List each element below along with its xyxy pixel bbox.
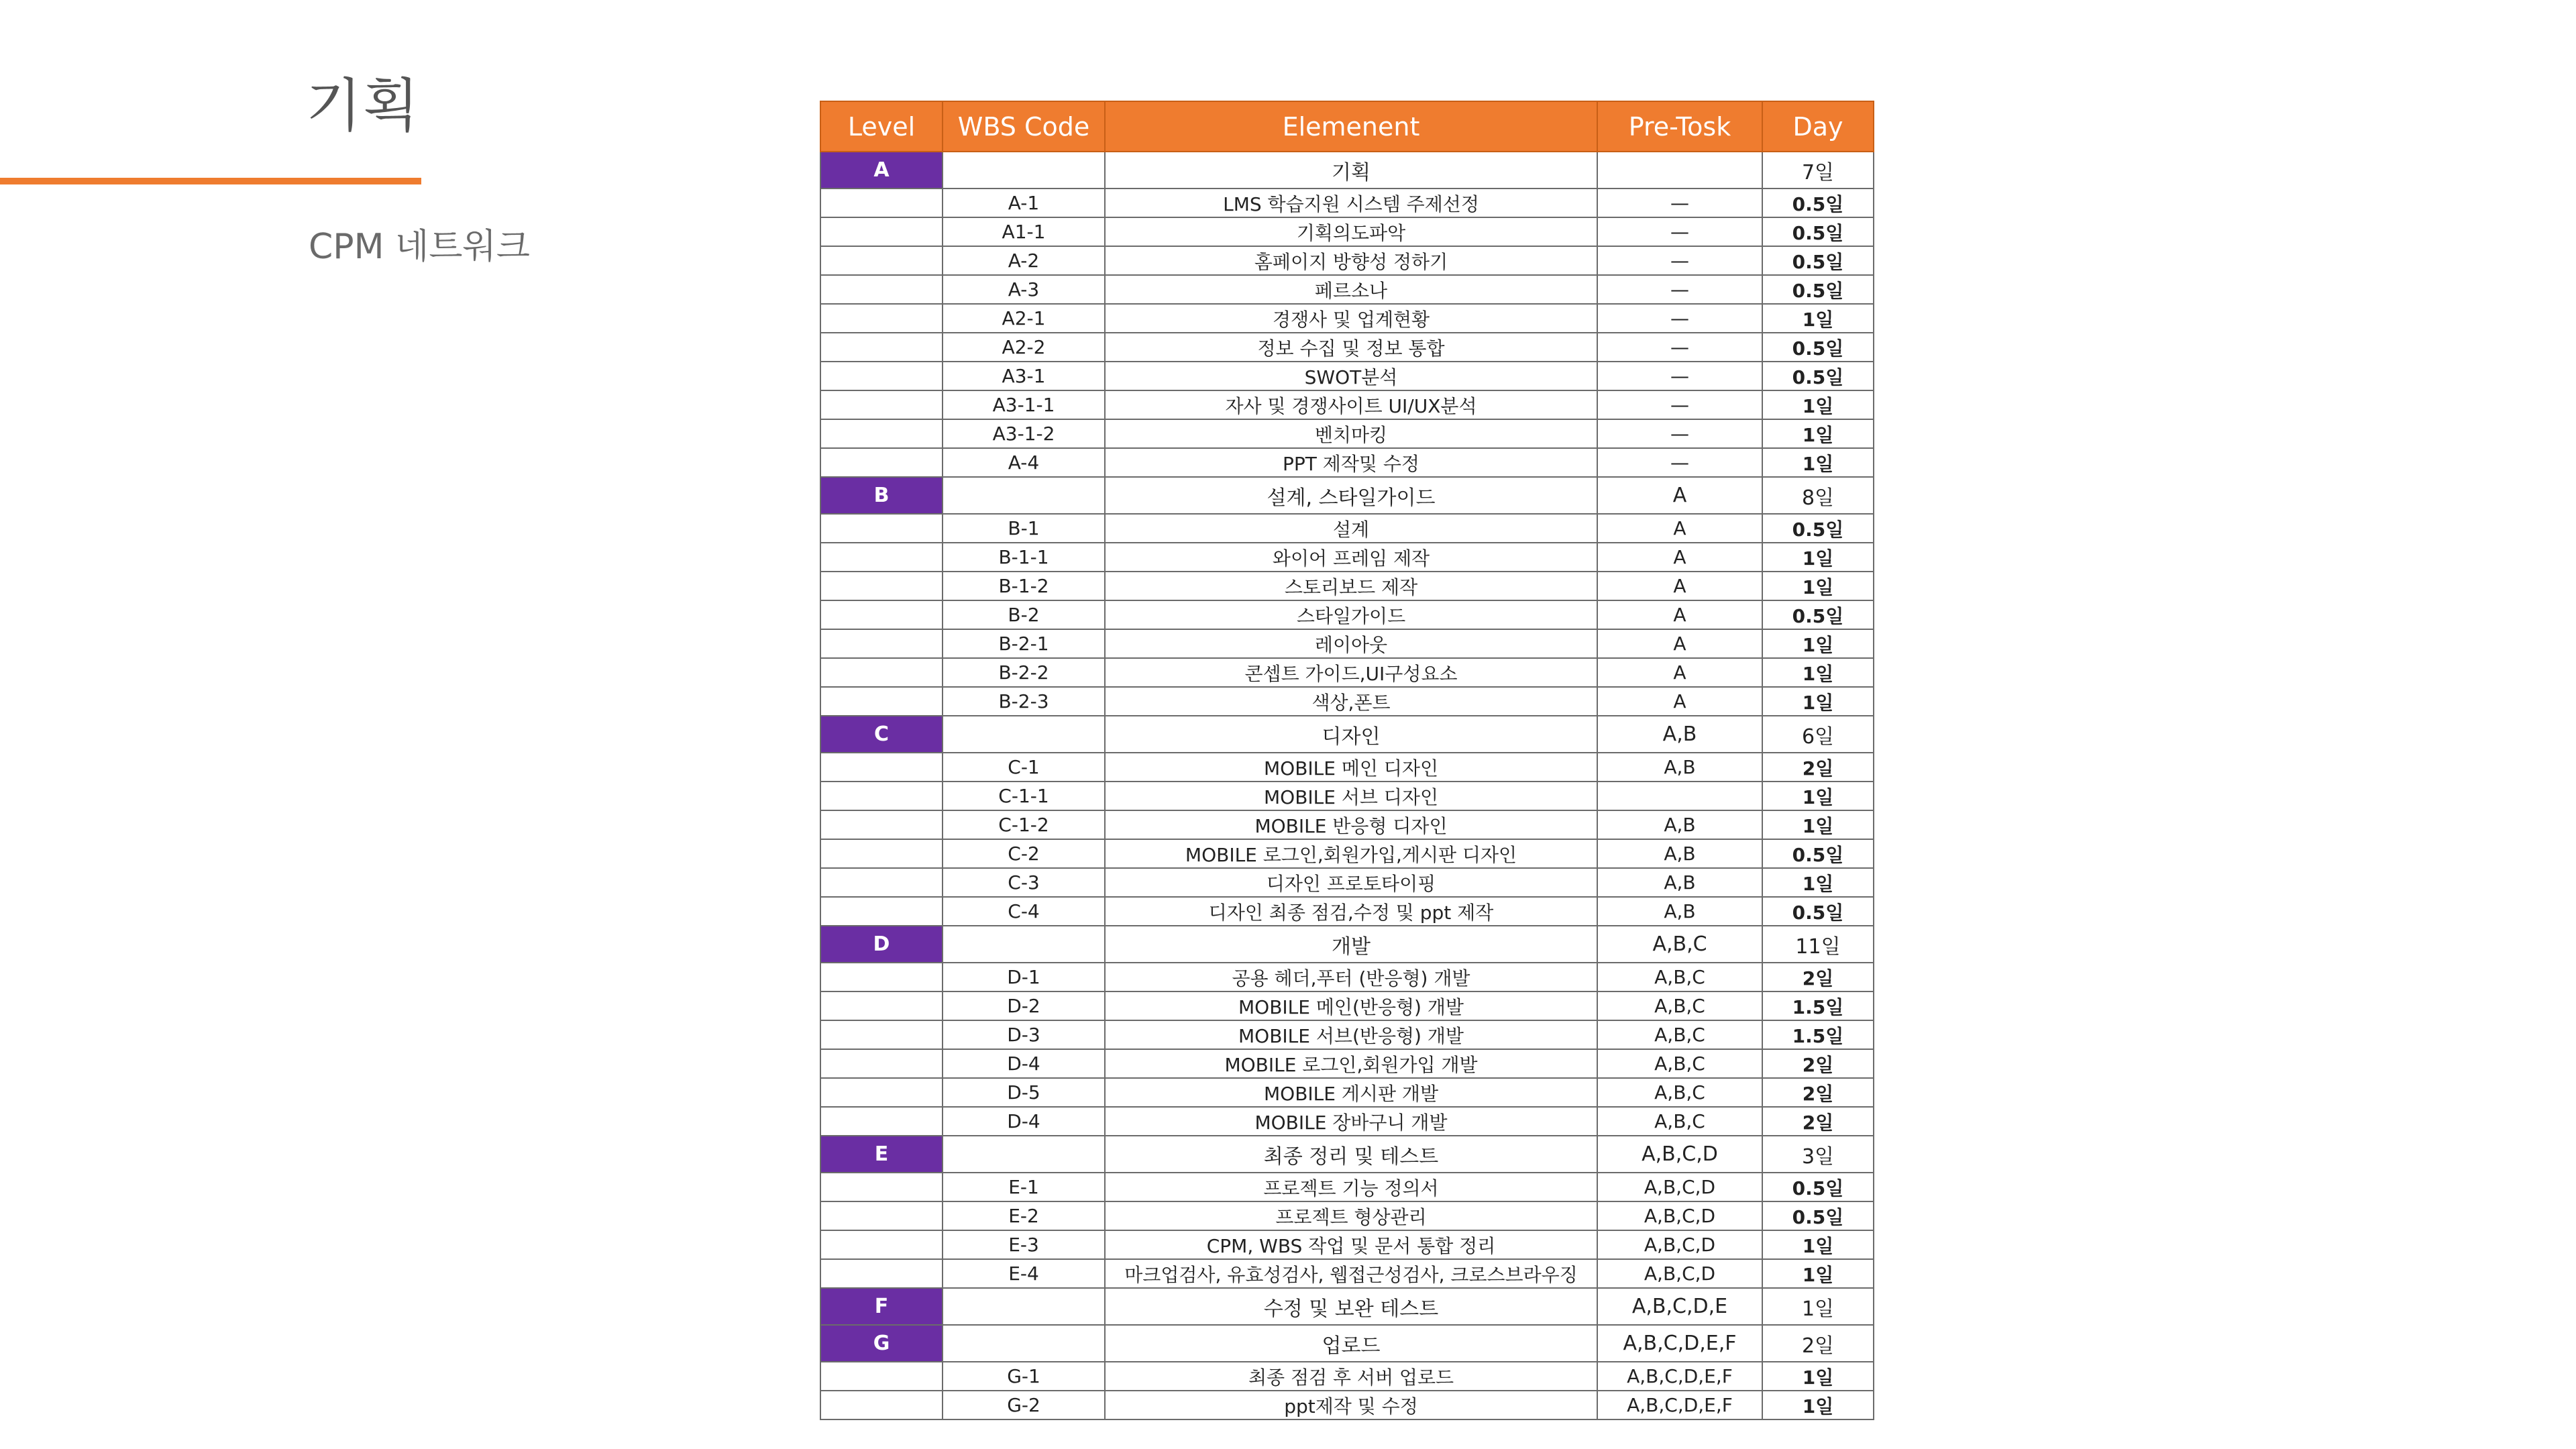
wbs-code-cell [943,477,1105,514]
element-cell: 프로젝트 형상관리 [1105,1201,1597,1230]
day-cell: 0.5일 [1762,362,1874,390]
pre-task-cell: A,B,C,D,E [1597,1288,1762,1325]
day-cell: 1일 [1762,390,1874,419]
day-cell: 0.5일 [1762,514,1874,543]
level-cell [820,514,943,543]
wbs-code-cell: D-5 [943,1078,1105,1107]
level-cell [820,246,943,275]
table-row [820,304,1874,333]
pre-task-cell: A,B,C [1597,1049,1762,1078]
table-row [820,419,1874,448]
wbs-code-cell [943,926,1105,963]
header-element: Elemenent [1105,101,1597,152]
day-cell: 2일 [1762,963,1874,991]
element-cell: 와이어 프레임 제작 [1105,543,1597,572]
day-cell: 0.5일 [1762,333,1874,362]
table-header-row [820,101,1874,152]
table-row [820,1230,1874,1259]
wbs-code-cell: B-1-1 [943,543,1105,572]
table-row [820,543,1874,572]
wbs-code-cell: A-1 [943,189,1105,217]
pre-task-cell: A,B,C [1597,963,1762,991]
wbs-code-cell: A3-1-1 [943,390,1105,419]
pre-task-cell: A [1597,687,1762,716]
element-cell: 공용 헤더,푸터 (반응형) 개발 [1105,963,1597,991]
wbs-code-cell: B-2-1 [943,629,1105,658]
table-row [820,390,1874,419]
header-level: Level [820,101,943,152]
table-row [820,782,1874,810]
pre-task-cell: A [1597,629,1762,658]
wbs-code-cell: E-3 [943,1230,1105,1259]
day-cell: 1일 [1762,687,1874,716]
level-cell [820,1173,943,1201]
level-cell [820,897,943,926]
level-cell [820,1259,943,1288]
wbs-code-cell: C-4 [943,897,1105,926]
pre-task-cell: A [1597,600,1762,629]
day-cell: 2일 [1762,1325,1874,1362]
page-title: 기획 [306,72,421,140]
wbs-code-cell: G-2 [943,1391,1105,1419]
wbs-code-cell: E-1 [943,1173,1105,1201]
level-cell [820,839,943,868]
day-cell: 2일 [1762,1078,1874,1107]
level-cell [820,1201,943,1230]
table-row [820,333,1874,362]
level-cell [820,1049,943,1078]
level-cell [820,448,943,477]
element-cell: 마크업검사, 유효성검사, 웹접근성검사, 크로스브라우징 [1105,1259,1597,1288]
level-cell [820,963,943,991]
element-cell: 레이아웃 [1105,629,1597,658]
wbs-code-cell: A2-2 [943,333,1105,362]
element-cell: 설계, 스타일가이드 [1105,477,1597,514]
level-badge: D [820,926,943,963]
pre-task-cell: — [1597,362,1762,390]
level-cell [820,333,943,362]
element-cell: MOBILE 로그인,회원가입 개발 [1105,1049,1597,1078]
day-cell: 1일 [1762,419,1874,448]
pre-task-cell: — [1597,390,1762,419]
table-row [820,275,1874,304]
header-wbs-code: WBS Code [943,101,1105,152]
wbs-code-cell: A1-1 [943,217,1105,246]
wbs-code-cell: E-4 [943,1259,1105,1288]
day-cell: 7일 [1762,152,1874,189]
pre-task-cell: — [1597,333,1762,362]
element-cell: 디자인 최종 점검,수정 및 ppt 제작 [1105,897,1597,926]
wbs-code-cell: C-3 [943,868,1105,897]
element-cell: 디자인 [1105,716,1597,753]
pre-task-cell: A,B,C,D,E,F [1597,1325,1762,1362]
level-cell [820,991,943,1020]
level-cell [820,753,943,782]
element-cell: 스타일가이드 [1105,600,1597,629]
table-row [820,600,1874,629]
pre-task-cell: A,B,C [1597,1078,1762,1107]
group-row [820,477,1874,514]
table-row [820,217,1874,246]
day-cell: 0.5일 [1762,897,1874,926]
element-cell: MOBILE 메인(반응형) 개발 [1105,991,1597,1020]
element-cell: 업로드 [1105,1325,1597,1362]
day-cell: 1일 [1762,782,1874,810]
day-cell: 1일 [1762,1391,1874,1419]
table-row [820,1259,1874,1288]
wbs-code-cell: E-2 [943,1201,1105,1230]
level-cell [820,362,943,390]
level-cell [820,810,943,839]
wbs-code-cell: A-3 [943,275,1105,304]
pre-task-cell [1597,152,1762,189]
table-row [820,753,1874,782]
element-cell: 정보 수집 및 정보 통합 [1105,333,1597,362]
group-row [820,926,1874,963]
pre-task-cell: A [1597,543,1762,572]
wbs-code-cell: B-2-2 [943,658,1105,687]
page-subtitle: CPM 네트워크 [309,227,530,267]
pre-task-cell: A,B,C,D [1597,1173,1762,1201]
pre-task-cell: A,B,C,D [1597,1201,1762,1230]
day-cell: 2일 [1762,1049,1874,1078]
element-cell: PPT 제작및 수정 [1105,448,1597,477]
table-row [820,810,1874,839]
level-badge: A [820,152,943,189]
level-cell [820,543,943,572]
wbs-code-cell: C-1 [943,753,1105,782]
wbs-code-cell: A3-1-2 [943,419,1105,448]
group-row [820,716,1874,753]
wbs-code-cell: A-4 [943,448,1105,477]
pre-task-cell: A,B,C,D [1597,1230,1762,1259]
table-row [820,246,1874,275]
level-cell [820,390,943,419]
table-row [820,991,1874,1020]
pre-task-cell: — [1597,217,1762,246]
element-cell: 스토리보드 제작 [1105,572,1597,600]
element-cell: ppt제작 및 수정 [1105,1391,1597,1419]
table-row [820,448,1874,477]
level-cell [820,658,943,687]
day-cell: 1일 [1762,572,1874,600]
level-badge: G [820,1325,943,1362]
element-cell: 개발 [1105,926,1597,963]
pre-task-cell: — [1597,304,1762,333]
wbs-code-cell: D-2 [943,991,1105,1020]
element-cell: MOBILE 메인 디자인 [1105,753,1597,782]
level-cell [820,1078,943,1107]
pre-task-cell: A,B [1597,810,1762,839]
element-cell: MOBILE 반응형 디자인 [1105,810,1597,839]
level-cell [820,600,943,629]
wbs-code-cell: D-4 [943,1049,1105,1078]
pre-task-cell: — [1597,189,1762,217]
wbs-code-cell: D-3 [943,1020,1105,1049]
level-cell [820,868,943,897]
day-cell: 6일 [1762,716,1874,753]
pre-task-cell: A [1597,658,1762,687]
element-cell: 최종 점검 후 서버 업로드 [1105,1362,1597,1391]
element-cell: 기획의도파악 [1105,217,1597,246]
day-cell: 0.5일 [1762,189,1874,217]
level-cell [820,1107,943,1136]
day-cell: 1일 [1762,1362,1874,1391]
element-cell: 최종 정리 및 테스트 [1105,1136,1597,1173]
wbs-code-cell: B-1 [943,514,1105,543]
pre-task-cell: — [1597,275,1762,304]
wbs-code-cell: B-2 [943,600,1105,629]
day-cell: 1일 [1762,1259,1874,1288]
level-cell [820,782,943,810]
table-row [820,1173,1874,1201]
table-row [820,1078,1874,1107]
table-row [820,1107,1874,1136]
level-cell [820,687,943,716]
element-cell: CPM, WBS 작업 및 문서 통합 정리 [1105,1230,1597,1259]
element-cell: 색상,폰트 [1105,687,1597,716]
pre-task-cell: A [1597,514,1762,543]
pre-task-cell: — [1597,419,1762,448]
day-cell: 1일 [1762,1288,1874,1325]
table-row [820,629,1874,658]
pre-task-cell: A,B [1597,839,1762,868]
element-cell: 프로젝트 기능 정의서 [1105,1173,1597,1201]
level-cell [820,189,943,217]
wbs-code-cell: C-1-2 [943,810,1105,839]
day-cell: 1일 [1762,304,1874,333]
day-cell: 0.5일 [1762,600,1874,629]
day-cell: 0.5일 [1762,246,1874,275]
element-cell: MOBILE 장바구니 개발 [1105,1107,1597,1136]
table-row [820,963,1874,991]
group-row [820,152,1874,189]
level-cell [820,1020,943,1049]
table-row [820,572,1874,600]
header-day: Day [1762,101,1874,152]
day-cell: 0.5일 [1762,1201,1874,1230]
level-badge: E [820,1136,943,1173]
element-cell: MOBILE 로그인,회원가입,게시판 디자인 [1105,839,1597,868]
table-row [820,514,1874,543]
level-cell [820,217,943,246]
element-cell: 디자인 프로토타이핑 [1105,868,1597,897]
wbs-code-cell: B-1-2 [943,572,1105,600]
level-cell [820,1362,943,1391]
table-row [820,1020,1874,1049]
element-cell: SWOT분석 [1105,362,1597,390]
table-row [820,362,1874,390]
wbs-code-cell: A3-1 [943,362,1105,390]
pre-task-cell: A,B [1597,716,1762,753]
level-cell [820,275,943,304]
group-row [820,1136,1874,1173]
table-row [820,1201,1874,1230]
pre-task-cell: A,B,C,D [1597,1259,1762,1288]
day-cell: 1일 [1762,448,1874,477]
wbs-code-cell: A-2 [943,246,1105,275]
wbs-code-cell: A2-1 [943,304,1105,333]
table-row [820,868,1874,897]
wbs-code-cell [943,1325,1105,1362]
element-cell: 페르소나 [1105,275,1597,304]
pre-task-cell: A,B [1597,897,1762,926]
level-badge: B [820,477,943,514]
pre-task-cell: — [1597,448,1762,477]
wbs-code-cell: G-1 [943,1362,1105,1391]
day-cell: 0.5일 [1762,217,1874,246]
pre-task-cell: A,B [1597,753,1762,782]
element-cell: MOBILE 서브 디자인 [1105,782,1597,810]
table-row [820,1049,1874,1078]
pre-task-cell: A,B,C [1597,926,1762,963]
wbs-code-cell [943,1136,1105,1173]
element-cell: 경쟁사 및 업계현황 [1105,304,1597,333]
day-cell: 1일 [1762,1230,1874,1259]
table-row [820,839,1874,868]
table-row [820,687,1874,716]
day-cell: 0.5일 [1762,839,1874,868]
table-body [820,152,1874,1419]
level-cell [820,572,943,600]
pre-task-cell: A [1597,477,1762,514]
day-cell: 1일 [1762,868,1874,897]
day-cell: 3일 [1762,1136,1874,1173]
group-row [820,1325,1874,1362]
day-cell: 1.5일 [1762,991,1874,1020]
day-cell: 1.5일 [1762,1020,1874,1049]
day-cell: 11일 [1762,926,1874,963]
wbs-code-cell: D-4 [943,1107,1105,1136]
pre-task-cell: A,B,C [1597,1020,1762,1049]
day-cell: 2일 [1762,753,1874,782]
wbs-code-cell [943,716,1105,753]
table-row [820,897,1874,926]
day-cell: 1일 [1762,810,1874,839]
title-underline [0,178,421,184]
element-cell: LMS 학습지원 시스템 주제선정 [1105,189,1597,217]
pre-task-cell: A,B,C,D,E,F [1597,1391,1762,1419]
element-cell: MOBILE 서브(반응형) 개발 [1105,1020,1597,1049]
pre-task-cell: A,B [1597,868,1762,897]
pre-task-cell: A,B,C [1597,991,1762,1020]
element-cell: 홈페이지 방향성 정하기 [1105,246,1597,275]
pre-task-cell [1597,782,1762,810]
element-cell: 자사 및 경쟁사이트 UI/UX분석 [1105,390,1597,419]
wbs-code-cell: B-2-3 [943,687,1105,716]
level-cell [820,419,943,448]
wbs-code-cell: C-1-1 [943,782,1105,810]
level-cell [820,629,943,658]
day-cell: 0.5일 [1762,1173,1874,1201]
level-cell [820,1230,943,1259]
table-row [820,1362,1874,1391]
pre-task-cell: A,B,C,D [1597,1136,1762,1173]
day-cell: 0.5일 [1762,275,1874,304]
day-cell: 1일 [1762,658,1874,687]
level-cell [820,304,943,333]
pre-task-cell: A [1597,572,1762,600]
day-cell: 8일 [1762,477,1874,514]
day-cell: 1일 [1762,543,1874,572]
pre-task-cell: A,B,C [1597,1107,1762,1136]
wbs-code-cell: C-2 [943,839,1105,868]
table-row [820,1391,1874,1419]
wbs-code-cell [943,1288,1105,1325]
element-cell: MOBILE 게시판 개발 [1105,1078,1597,1107]
pre-task-cell: A,B,C,D,E,F [1597,1362,1762,1391]
header-pre-task: Pre-Tosk [1597,101,1762,152]
table-row [820,189,1874,217]
level-cell [820,1391,943,1419]
table-row [820,658,1874,687]
element-cell: 콘셉트 가이드,UI구성요소 [1105,658,1597,687]
day-cell: 1일 [1762,629,1874,658]
element-cell: 벤치마킹 [1105,419,1597,448]
level-badge: C [820,716,943,753]
element-cell: 수정 및 보완 테스트 [1105,1288,1597,1325]
wbs-code-cell [943,152,1105,189]
day-cell: 2일 [1762,1107,1874,1136]
group-row [820,1288,1874,1325]
wbs-code-cell: D-1 [943,963,1105,991]
wbs-table [820,101,1874,1420]
pre-task-cell: — [1597,246,1762,275]
level-badge: F [820,1288,943,1325]
element-cell: 기획 [1105,152,1597,189]
element-cell: 설계 [1105,514,1597,543]
